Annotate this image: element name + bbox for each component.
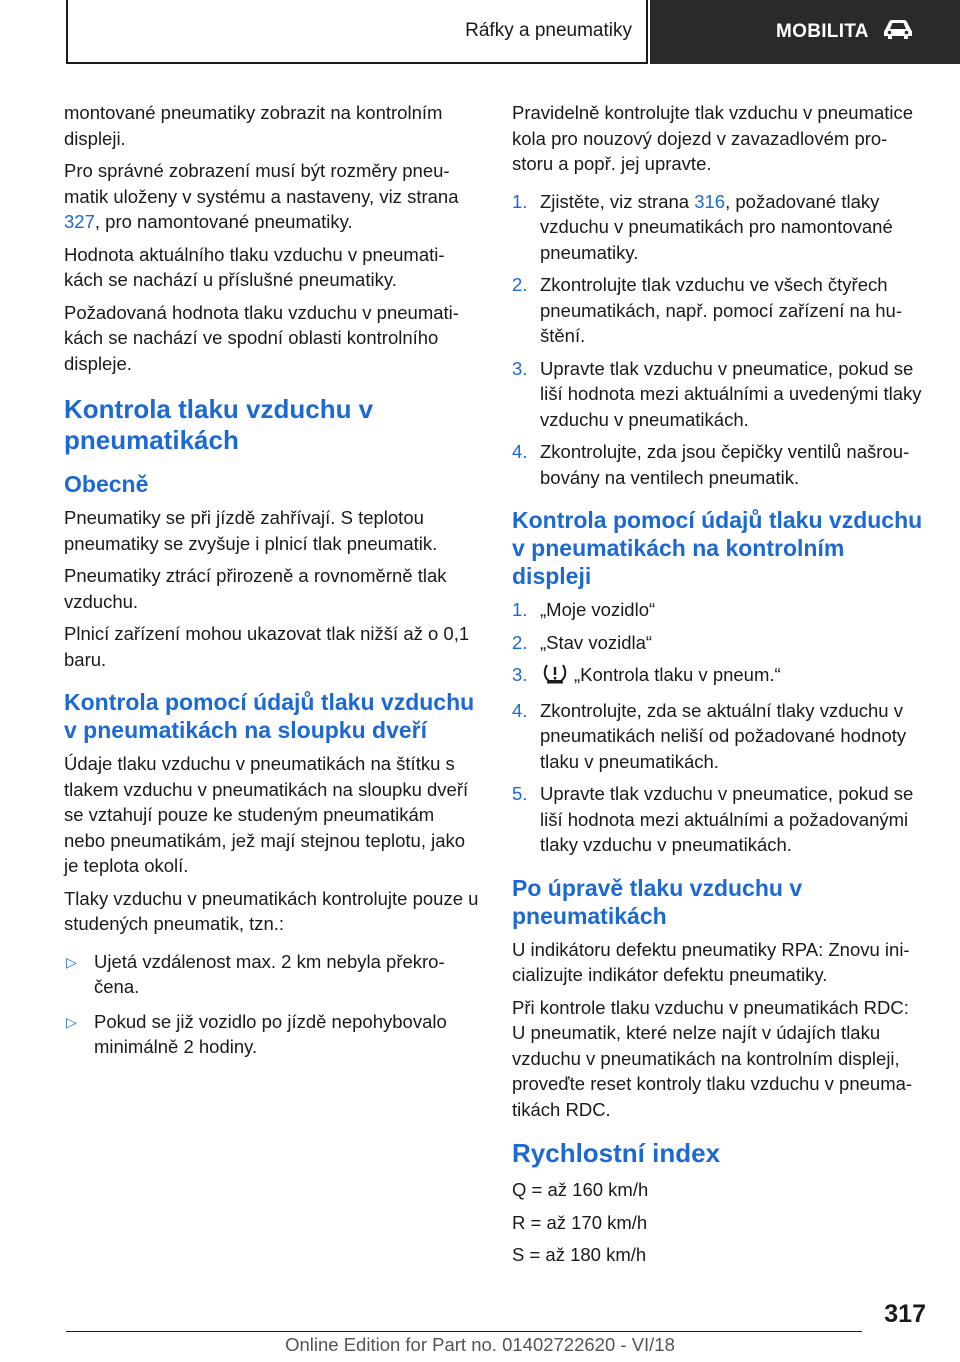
list-item: [512, 272, 927, 349]
subsection-heading: Po úpravě tlaku vzduchu v pneumatikách: [512, 874, 803, 929]
paragraph: Pravidelně kontrolujte tlak vzduchu v pneumatice kola pro nouzový dojezd v zavazadlovém pro‐storu a popř. jej upravte.: [512, 102, 914, 174]
paragraph-text: Pro správné zobrazení musí být rozměry pneu‐matik uloženy v systému a nastaveny, viz strana: [64, 160, 459, 207]
list-item: [512, 439, 927, 490]
condition-list: [64, 949, 479, 1060]
step-number: 3.: [512, 664, 528, 685]
list-item: [512, 189, 927, 266]
list-item: [64, 949, 479, 1000]
list-item-text: Ujetá vzdálenost max. 2 km nebyla překro‐čena.: [94, 950, 445, 997]
page-link-327[interactable]: 327: [64, 211, 95, 232]
page-link-316[interactable]: 316: [694, 190, 726, 212]
list-item: [512, 698, 927, 775]
step-text: Zjistěte, viz strana: [540, 190, 695, 212]
page-number: 317: [884, 1300, 926, 1328]
step-text: , požadované tlaky vzduchu v pneumatikách pro namontované pneumatiky.: [540, 190, 893, 263]
subsection-heading: Kontrola pomocí údajů tlaku vzduchu v pneumatikách na kontrolním displeji: [512, 507, 923, 589]
list-item-text: Pokud se již vozidlo po jízdě nepohybovalo minimálně 2 hodiny.: [94, 1010, 447, 1057]
speed-index-line: S = až 180 km/h: [512, 1244, 647, 1265]
paragraph: Pneumatiky se při jízdě zahřívají. S teplotou pneumatiky se zvyšuje i plnicí tlak pneumatik.: [64, 507, 438, 554]
step-number: 5.: [512, 783, 528, 804]
chapter-title: MOBILITA: [776, 21, 869, 42]
paragraph: Údaje tlaku vzduchu v pneumatikách na štítku s tlakem vzduchu v pneumatikách na sloupku dveří se vztahují pouze ke studeným pneumatikám nebo pneumatikám, jež mají stejnou teplotu, jako je teplota okolí.: [64, 753, 469, 876]
speed-index-line: Q = až 160 km/h: [512, 1179, 649, 1200]
step-text: „Kontrola tlaku v pneum.“: [574, 664, 781, 686]
section-heading: Kontrola tlaku vzduchu v pneumatikách: [64, 394, 374, 455]
steps-list-display: [512, 597, 927, 858]
paragraph: Tlaky vzduchu v pneumatikách kontrolujte pouze u studených pneumatik, tzn.:: [64, 887, 479, 934]
list-item: [64, 1009, 479, 1060]
right-column: [512, 100, 927, 1275]
step-number: 2.: [512, 274, 528, 295]
paragraph: Při kontrole tlaku vzduchu v pneumatikách RDC: U pneumatik, které nelze najít v údajích tlaku vzduchu v pneumatikách na kontrolním displeji, proveďte reset kontroly tlaku vzduchu v pneuma‐tikách RDC.: [512, 996, 913, 1120]
step-text: Upravte tlak vzduchu v pneumatice, pokud se liší hodnota mezi aktuálními a požadovanými tlaky vzduchu v pneumatikách.: [540, 783, 914, 855]
list-item: [512, 662, 927, 691]
step-number: 2.: [512, 631, 528, 653]
paragraph-text: , pro namontované pneumatiky.: [94, 211, 353, 232]
triangle-bullet-icon: ▷: [66, 953, 77, 970]
subsection-heading: Obecně: [64, 471, 149, 497]
paragraph: Pneumatiky ztrácí přirozeně a rovnoměrně tlak vzduchu.: [64, 565, 447, 612]
subsection-heading: Kontrola pomocí údajů tlaku vzduchu v pneumatikách na sloupku dveří: [64, 689, 475, 743]
paragraph: montované pneumatiky zobrazit na kontrolním displeji.: [64, 102, 443, 149]
step-number: 4.: [512, 441, 528, 462]
footer-edition: Online Edition for Part no. 01402722620 - VI/18: [285, 1334, 675, 1355]
speed-index-line: R = až 170 km/h: [512, 1211, 648, 1233]
paragraph: [64, 158, 479, 235]
step-number: 1.: [512, 599, 528, 620]
list-item: [512, 356, 927, 433]
step-number: 3.: [512, 357, 528, 379]
paragraph: U indikátoru defektu pneumatiky RPA: Znovu ini‐cializujte indikátor defektu pneumatiky.: [512, 938, 910, 985]
step-text: Zkontrolujte, zda jsou čepičky ventilů našrou‐bovány na ventilech pneumatik.: [540, 441, 910, 488]
footer-divider: [66, 1331, 862, 1332]
list-item: [512, 781, 927, 858]
step-text: Upravte tlak vzduchu v pneumatice, pokud se liší hodnota mezi aktuálními a uvedenými tlaky vzduchu v pneumatikách.: [540, 357, 922, 430]
step-text: „Stav vozidla“: [540, 631, 653, 653]
step-text: „Moje vozidlo“: [540, 599, 656, 620]
list-item: [512, 630, 927, 656]
paragraph: Požadovaná hodnota tlaku vzduchu v pneumati‐kách se nachází ve spodní oblasti kontrolního displeje.: [64, 301, 459, 374]
step-text: Zkontrolujte tlak vzduchu ve všech čtyřech pneumatikách, např. pomocí zařízení na hu‐štění.: [540, 274, 902, 346]
left-column: [64, 100, 479, 1069]
paragraph: Hodnota aktuálního tlaku vzduchu v pneumati‐kách se nachází u příslušné pneumatiky.: [64, 243, 445, 290]
section-heading: Rychlostní index: [512, 1138, 721, 1168]
running-header-section: [66, 0, 648, 64]
step-number: 1.: [512, 190, 528, 212]
tire-pressure-icon: [542, 662, 568, 691]
paragraph: Plnicí zařízení mohou ukazovat tlak nižší až o 0,1 baru.: [64, 623, 470, 670]
step-text: Zkontrolujte, zda se aktuální tlaky vzduchu v pneumatikách neliší od požadované hodnoty tlaku v pneumatikách.: [540, 699, 907, 772]
step-number: 4.: [512, 699, 528, 721]
steps-list-check: [512, 189, 927, 491]
running-header-chapter: [650, 0, 960, 64]
car-icon: [881, 18, 915, 46]
triangle-bullet-icon: ▷: [66, 1013, 77, 1030]
section-title: Ráfky a pneumatiky: [465, 20, 632, 41]
list-item: [512, 597, 927, 623]
